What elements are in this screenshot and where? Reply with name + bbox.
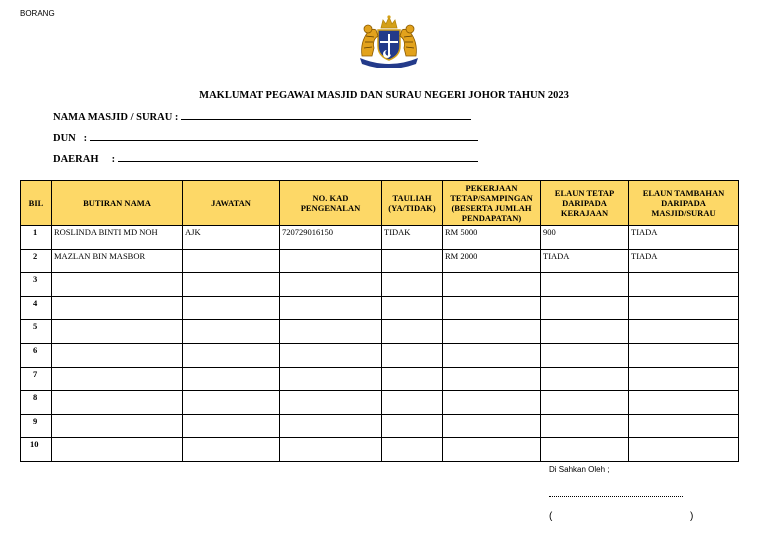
nama-masjid-field [53, 110, 471, 123]
cell-pekerjaan[interactable] [443, 320, 541, 344]
daerah-line[interactable] [118, 152, 478, 162]
cell-pekerjaan[interactable] [443, 273, 541, 297]
johor-crest-icon [354, 12, 424, 68]
table-row [21, 438, 739, 462]
cell-elaun-tambahan[interactable]: TIADA [629, 249, 739, 273]
cell-bil: 5 [21, 320, 52, 344]
cell-nama[interactable] [52, 343, 183, 367]
table-header-row [21, 181, 739, 226]
table-row [21, 320, 739, 344]
cell-no-kp[interactable] [280, 343, 382, 367]
cell-no-kp[interactable] [280, 438, 382, 462]
nama-masjid-line[interactable] [181, 110, 471, 120]
cell-elaun-tambahan[interactable] [629, 438, 739, 462]
cell-elaun-tambahan[interactable] [629, 391, 739, 415]
cell-elaun-tetap[interactable] [541, 296, 629, 320]
cell-elaun-tetap[interactable] [541, 438, 629, 462]
document-title: MAKLUMAT PEGAWAI MASJID DAN SURAU NEGERI JOHOR TAHUN 2023 [199, 90, 569, 101]
cell-bil: 3 [21, 273, 52, 297]
cell-pekerjaan[interactable]: RM 5000 [443, 226, 541, 250]
cell-pekerjaan[interactable] [443, 367, 541, 391]
header-butiran-nama: BUTIRAN NAMA [52, 181, 183, 226]
cell-bil: 6 [21, 343, 52, 367]
table-row [21, 249, 739, 273]
cell-jawatan[interactable] [183, 320, 280, 344]
header-elaun-tetap: ELAUN TETAP DARIPADA KERAJAAN [541, 181, 629, 226]
cell-no-kp[interactable] [280, 273, 382, 297]
cell-nama[interactable]: MAZLAN BIN MASBOR [52, 249, 183, 273]
cell-nama[interactable] [52, 320, 183, 344]
cell-jawatan[interactable] [183, 414, 280, 438]
cell-tauliah[interactable] [382, 391, 443, 415]
cell-tauliah[interactable] [382, 414, 443, 438]
name-paren-open: ( [549, 511, 553, 522]
cell-no-kp[interactable] [280, 414, 382, 438]
cell-no-kp[interactable] [280, 391, 382, 415]
cell-no-kp[interactable]: 720729016150 [280, 226, 382, 250]
cell-jawatan[interactable] [183, 273, 280, 297]
header-tauliah: TAULIAH (YA/TIDAK) [382, 181, 443, 226]
header-elaun-tambahan: ELAUN TAMBAHAN DARIPADA MASJID/SURAU [629, 181, 739, 226]
cell-bil: 7 [21, 367, 52, 391]
cell-jawatan[interactable] [183, 343, 280, 367]
signature-line[interactable] [549, 491, 683, 497]
cell-pekerjaan[interactable] [443, 296, 541, 320]
cell-elaun-tetap[interactable] [541, 414, 629, 438]
table-row [21, 414, 739, 438]
officer-table [20, 180, 739, 462]
daerah-field [53, 152, 478, 165]
cell-no-kp[interactable] [280, 249, 382, 273]
table-row [21, 391, 739, 415]
cell-nama[interactable] [52, 414, 183, 438]
cell-jawatan[interactable] [183, 249, 280, 273]
cell-jawatan[interactable] [183, 391, 280, 415]
cell-bil: 2 [21, 249, 52, 273]
cell-jawatan[interactable] [183, 367, 280, 391]
cell-nama[interactable] [52, 367, 183, 391]
table-row [21, 343, 739, 367]
header-no-kad-pengenalan: NO. KAD PENGENALAN [280, 181, 382, 226]
name-paren-close: ) [690, 511, 694, 522]
cell-jawatan[interactable] [183, 438, 280, 462]
form-label: BORANG [20, 9, 55, 18]
cell-tauliah[interactable] [382, 438, 443, 462]
cell-pekerjaan[interactable] [443, 343, 541, 367]
cell-no-kp[interactable] [280, 367, 382, 391]
cell-elaun-tetap[interactable]: TIADA [541, 249, 629, 273]
cell-pekerjaan[interactable]: RM 2000 [443, 249, 541, 273]
cell-bil: 4 [21, 296, 52, 320]
cell-nama[interactable] [52, 273, 183, 297]
dun-line[interactable] [90, 131, 478, 141]
cell-elaun-tambahan[interactable] [629, 367, 739, 391]
cell-bil: 1 [21, 226, 52, 250]
cell-tauliah[interactable] [382, 296, 443, 320]
cell-tauliah[interactable]: TIDAK [382, 226, 443, 250]
cell-elaun-tetap[interactable]: 900 [541, 226, 629, 250]
cell-elaun-tambahan[interactable] [629, 320, 739, 344]
header-pekerjaan: PEKERJAAN TETAP/SAMPINGAN (BESERTA JUMLAH PENDAPATAN) [443, 181, 541, 226]
cell-no-kp[interactable] [280, 320, 382, 344]
cell-elaun-tambahan[interactable] [629, 414, 739, 438]
cell-bil: 8 [21, 391, 52, 415]
header-bil: BIL [21, 181, 52, 226]
table-row [21, 226, 739, 250]
cell-pekerjaan[interactable] [443, 391, 541, 415]
cell-elaun-tambahan[interactable]: TIADA [629, 226, 739, 250]
cell-jawatan[interactable]: AJK [183, 226, 280, 250]
cell-nama[interactable]: ROSLINDA BINTI MD NOH [52, 226, 183, 250]
cell-pekerjaan[interactable] [443, 438, 541, 462]
cell-elaun-tetap[interactable] [541, 273, 629, 297]
dun-label: DUN : [53, 133, 88, 144]
cell-tauliah[interactable] [382, 343, 443, 367]
cell-no-kp[interactable] [280, 296, 382, 320]
cell-tauliah[interactable] [382, 320, 443, 344]
cell-elaun-tambahan[interactable] [629, 273, 739, 297]
cell-pekerjaan[interactable] [443, 414, 541, 438]
dun-field [53, 131, 478, 144]
cell-bil: 10 [21, 438, 52, 462]
cell-elaun-tambahan[interactable] [629, 296, 739, 320]
cell-tauliah[interactable] [382, 273, 443, 297]
table-row [21, 296, 739, 320]
header-jawatan: JAWATAN [183, 181, 280, 226]
cell-elaun-tetap[interactable] [541, 320, 629, 344]
cell-elaun-tambahan[interactable] [629, 343, 739, 367]
cell-tauliah[interactable] [382, 249, 443, 273]
table-row [21, 273, 739, 297]
cell-elaun-tetap[interactable] [541, 343, 629, 367]
cell-bil: 9 [21, 414, 52, 438]
cell-jawatan[interactable] [183, 296, 280, 320]
cell-nama[interactable] [52, 296, 183, 320]
nama-masjid-label: NAMA MASJID / SURAU : [53, 112, 179, 123]
cell-elaun-tetap[interactable] [541, 367, 629, 391]
cell-nama[interactable] [52, 438, 183, 462]
verified-by-label: Di Sahkan Oleh ; [549, 465, 610, 474]
cell-tauliah[interactable] [382, 367, 443, 391]
table-row [21, 367, 739, 391]
cell-nama[interactable] [52, 391, 183, 415]
cell-elaun-tetap[interactable] [541, 391, 629, 415]
daerah-label: DAERAH : [53, 154, 116, 165]
